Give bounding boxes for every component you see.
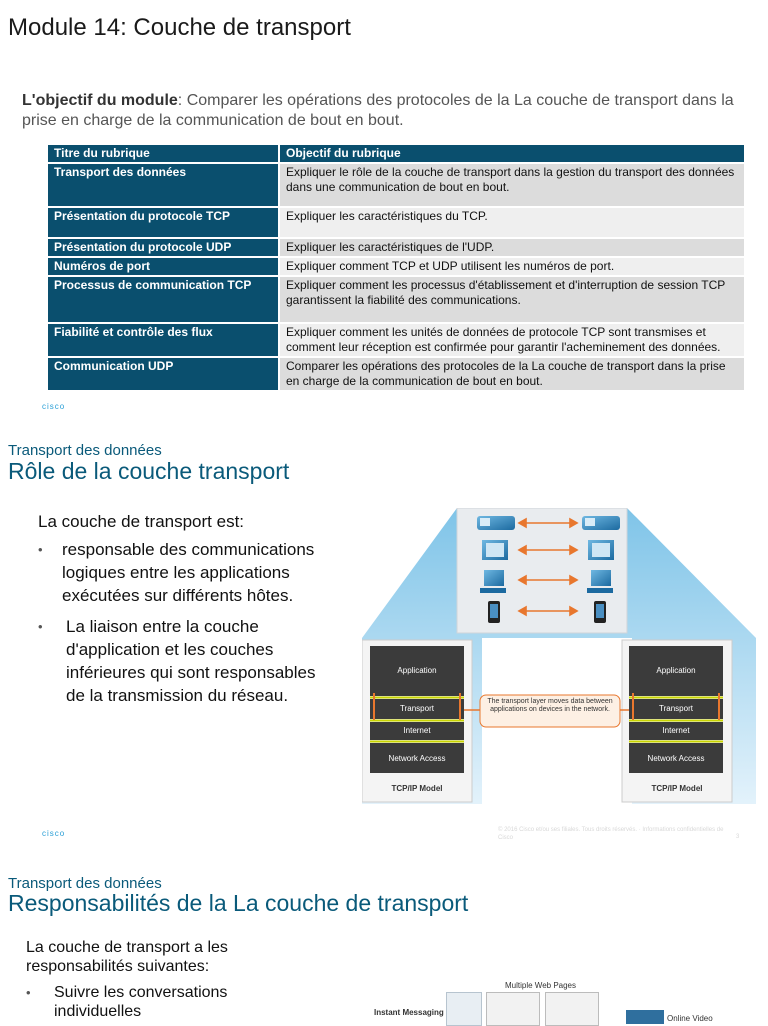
table-row <box>48 163 744 207</box>
layer-application-right: Application <box>656 666 696 675</box>
model-label-left: TCP/IP Model <box>391 784 443 793</box>
layer-transport-left: Transport <box>400 704 434 713</box>
label-multiple-web-pages: Multiple Web Pages <box>505 981 576 990</box>
table-row <box>48 357 744 391</box>
objective-label: L'objectif du module <box>22 92 178 109</box>
im-window-thumbnail <box>446 992 482 1026</box>
list-item <box>38 615 338 707</box>
bullet-icon: • <box>26 985 31 1000</box>
bullet-text: responsable des communications logiques entre les applications exécutées sur différents hôtes. <box>62 540 315 605</box>
label-instant-messaging: Instant Messaging <box>374 1008 444 1017</box>
bullet-text: Suivre les conversations individuelles <box>54 984 228 1020</box>
list-item <box>38 538 338 607</box>
table-cell-topic: Communication UDP <box>48 357 279 391</box>
objective-text: : Comparer les opérations des protocoles de la La couche de transport dans la prise en charge de la communication de bout en bout. <box>22 92 734 129</box>
table-cell-goal: Expliquer les caractéristiques de l'UDP. <box>279 238 744 257</box>
layer-application-left: Application <box>397 666 437 675</box>
table-cell-topic: Processus de communication TCP <box>48 276 279 323</box>
video-thumbnail <box>626 1010 664 1024</box>
layer-transport-right: Transport <box>659 704 693 713</box>
cisco-logo: cisco <box>42 829 66 838</box>
table-cell-topic: Fiabilité et contrôle des flux <box>48 323 279 357</box>
table-header-goal: Objectif du rubrique <box>279 145 744 163</box>
cisco-logo: cisco <box>42 402 66 411</box>
table-cell-topic: Transport des données <box>48 163 279 207</box>
section-intro: La couche de transport a les responsabilités suivantes: <box>26 939 228 975</box>
page-number: 3 <box>736 834 740 840</box>
table-cell-topic: Présentation du protocole TCP <box>48 207 279 238</box>
model-label-right: TCP/IP Model <box>651 784 703 793</box>
bullet-list <box>26 983 266 1021</box>
bullet-icon: • <box>38 542 43 557</box>
module-objective <box>22 91 742 131</box>
bullet-list <box>38 538 338 707</box>
table-header-row <box>48 145 744 163</box>
table-row <box>48 238 744 257</box>
layer-internet-right: Internet <box>662 726 690 735</box>
table-cell-goal: Expliquer comment TCP et UDP utilisent les numéros de port. <box>279 257 744 276</box>
tcpip-stack-left <box>362 640 472 802</box>
table-cell-goal: Expliquer les caractéristiques du TCP. <box>279 207 744 238</box>
bullet-text: La liaison entre la couche d'application et les couches inférieures qui sont responsables de la transmission du réseau. <box>66 617 316 705</box>
web-page-thumbnail <box>486 992 540 1026</box>
label-online-video: Online Video <box>667 1014 713 1023</box>
table-header-topic: Titre du rubrique <box>48 145 279 163</box>
table-cell-topic: Numéros de port <box>48 257 279 276</box>
layer-network-access-left: Network Access <box>388 754 446 763</box>
footer-copyright: © 2016 Cisco et/ou ses filiales. Tous droits réservés. · Informations confidentielles de Cisco <box>498 827 724 841</box>
callout-text: The transport layer moves data between applications on devices in the network. <box>487 698 613 713</box>
table-cell-goal: Expliquer comment les processus d'établissement et d'interruption de session TCP garantissent la fiabilité des communications. <box>279 276 744 323</box>
table-cell-goal: Expliquer le rôle de la couche de transport dans la gestion du transport des données dans une communication de bout en bout. <box>279 163 744 207</box>
bullet-icon: • <box>38 619 43 634</box>
web-page-thumbnail <box>545 992 599 1026</box>
tcpip-stack-right <box>622 640 732 802</box>
layer-network-access-right: Network Access <box>647 754 705 763</box>
table-row <box>48 323 744 357</box>
table-row <box>48 257 744 276</box>
table-cell-goal: Comparer les opérations des protocoles de la La couche de transport dans la prise en charge de la communication de bout en bout. <box>279 357 744 391</box>
section-kicker: Transport des données <box>8 875 162 892</box>
section-title: Rôle de la couche transport <box>8 458 290 484</box>
table-row <box>48 207 744 238</box>
list-item <box>26 983 266 1021</box>
section-title: Responsabilités de la La couche de transport <box>8 890 469 916</box>
table-cell-goal: Expliquer comment les unités de données de protocole TCP sont transmises et comment leur réception est confirmée pour garantir l'acheminement des données. <box>279 323 744 357</box>
layer-internet-left: Internet <box>403 726 431 735</box>
table-cell-topic: Présentation du protocole UDP <box>48 238 279 257</box>
section-intro: La couche de transport est: <box>38 512 245 531</box>
section-kicker: Transport des données <box>8 442 162 459</box>
topics-table <box>48 145 744 392</box>
table-row <box>48 276 744 323</box>
module-title: Module 14: Couche de transport <box>8 14 351 41</box>
